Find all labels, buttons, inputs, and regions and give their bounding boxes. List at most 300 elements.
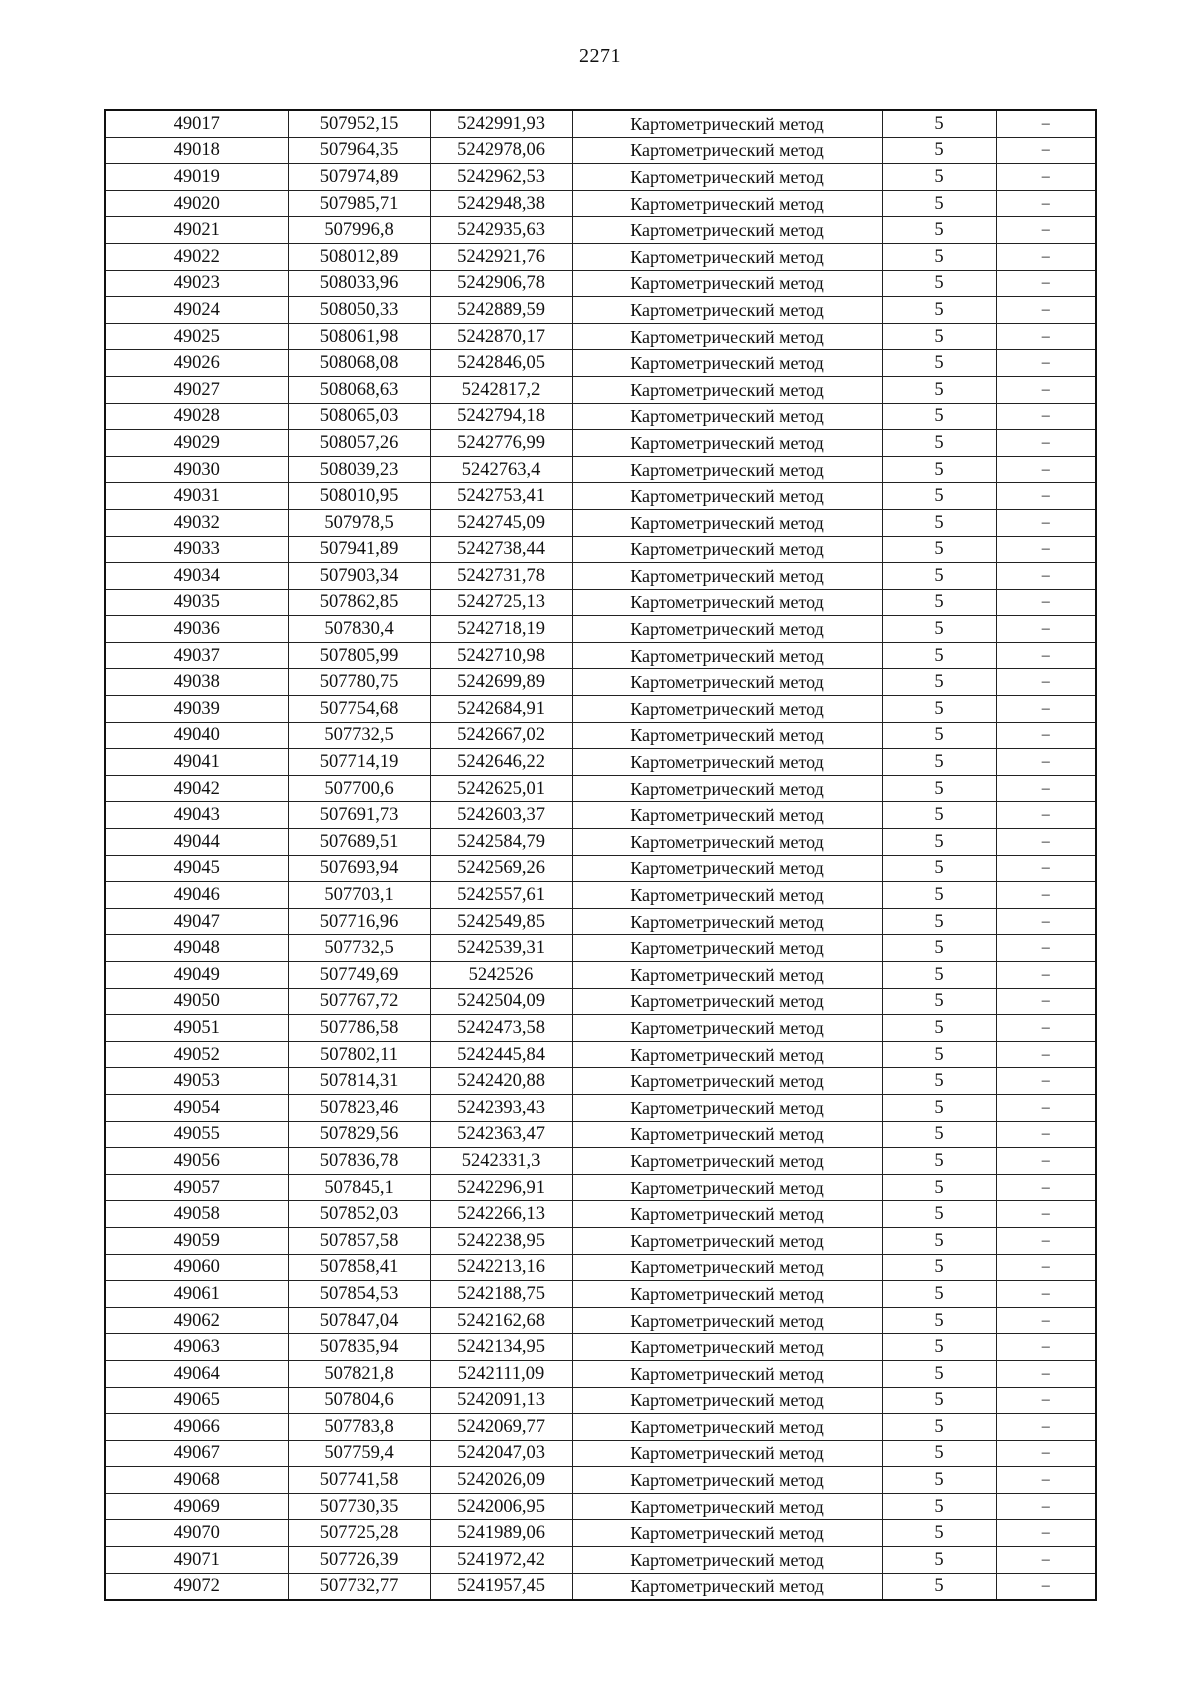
- y-coordinate-cell: 5242504,09: [430, 988, 572, 1015]
- y-coordinate-cell: 5242134,95: [430, 1334, 572, 1361]
- x-coordinate-cell: 507854,53: [288, 1281, 430, 1308]
- point-number-cell: 49021: [105, 217, 288, 244]
- point-number-cell: 49060: [105, 1254, 288, 1281]
- note-cell: –: [996, 110, 1096, 137]
- note-cell: –: [996, 1094, 1096, 1121]
- accuracy-cell: 5: [882, 1440, 996, 1467]
- table-row: [105, 430, 1096, 457]
- method-cell: Картометрический метод: [572, 483, 882, 510]
- accuracy-cell: 5: [882, 217, 996, 244]
- method-cell: Картометрический метод: [572, 1148, 882, 1175]
- point-number-cell: 49059: [105, 1227, 288, 1254]
- point-number-cell: 49069: [105, 1493, 288, 1520]
- method-cell: Картометрический метод: [572, 988, 882, 1015]
- accuracy-cell: 5: [882, 430, 996, 457]
- accuracy-cell: 5: [882, 1414, 996, 1441]
- y-coordinate-cell: 5242725,13: [430, 589, 572, 616]
- accuracy-cell: 5: [882, 589, 996, 616]
- table-row: [105, 1547, 1096, 1574]
- point-number-cell: 49049: [105, 962, 288, 989]
- note-cell: –: [996, 1467, 1096, 1494]
- table-row: [105, 1201, 1096, 1228]
- x-coordinate-cell: 507716,96: [288, 908, 430, 935]
- note-cell: –: [996, 589, 1096, 616]
- accuracy-cell: 5: [882, 1094, 996, 1121]
- accuracy-cell: 5: [882, 323, 996, 350]
- y-coordinate-cell: 5242296,91: [430, 1174, 572, 1201]
- method-cell: Картометрический метод: [572, 1068, 882, 1095]
- accuracy-cell: 5: [882, 908, 996, 935]
- note-cell: –: [996, 137, 1096, 164]
- x-coordinate-cell: 507857,58: [288, 1227, 430, 1254]
- table-row: [105, 1467, 1096, 1494]
- point-number-cell: 49017: [105, 110, 288, 137]
- method-cell: Картометрический метод: [572, 1121, 882, 1148]
- accuracy-cell: 5: [882, 536, 996, 563]
- table-body: [105, 110, 1096, 1600]
- y-coordinate-cell: 5242646,22: [430, 749, 572, 776]
- accuracy-cell: 5: [882, 1015, 996, 1042]
- x-coordinate-cell: 507767,72: [288, 988, 430, 1015]
- y-coordinate-cell: 5242889,59: [430, 297, 572, 324]
- y-coordinate-cell: 5242188,75: [430, 1281, 572, 1308]
- point-number-cell: 49043: [105, 802, 288, 829]
- y-coordinate-cell: 5241972,42: [430, 1547, 572, 1574]
- y-coordinate-cell: 5242557,61: [430, 882, 572, 909]
- method-cell: Картометрический метод: [572, 722, 882, 749]
- note-cell: –: [996, 1387, 1096, 1414]
- point-number-cell: 49067: [105, 1440, 288, 1467]
- y-coordinate-cell: 5242738,44: [430, 536, 572, 563]
- point-number-cell: 49055: [105, 1121, 288, 1148]
- accuracy-cell: 5: [882, 988, 996, 1015]
- accuracy-cell: 5: [882, 350, 996, 377]
- coordinates-table: [104, 109, 1097, 1601]
- accuracy-cell: 5: [882, 1068, 996, 1095]
- method-cell: Картометрический метод: [572, 243, 882, 270]
- method-cell: Картометрический метод: [572, 1174, 882, 1201]
- x-coordinate-cell: 507741,58: [288, 1467, 430, 1494]
- table-row: [105, 243, 1096, 270]
- x-coordinate-cell: 507847,04: [288, 1307, 430, 1334]
- y-coordinate-cell: 5242162,68: [430, 1307, 572, 1334]
- y-coordinate-cell: 5242091,13: [430, 1387, 572, 1414]
- x-coordinate-cell: 507952,15: [288, 110, 430, 137]
- point-number-cell: 49057: [105, 1174, 288, 1201]
- note-cell: –: [996, 829, 1096, 856]
- y-coordinate-cell: 5242667,02: [430, 722, 572, 749]
- x-coordinate-cell: 507814,31: [288, 1068, 430, 1095]
- table-row: [105, 749, 1096, 776]
- y-coordinate-cell: 5242935,63: [430, 217, 572, 244]
- y-coordinate-cell: 5242393,43: [430, 1094, 572, 1121]
- table-row: [105, 563, 1096, 590]
- note-cell: –: [996, 350, 1096, 377]
- method-cell: Картометрический метод: [572, 137, 882, 164]
- table-row: [105, 456, 1096, 483]
- table-row: [105, 270, 1096, 297]
- y-coordinate-cell: 5242006,95: [430, 1493, 572, 1520]
- table-row: [105, 164, 1096, 191]
- method-cell: Картометрический метод: [572, 935, 882, 962]
- point-number-cell: 49028: [105, 403, 288, 430]
- x-coordinate-cell: 507974,89: [288, 164, 430, 191]
- method-cell: Картометрический метод: [572, 669, 882, 696]
- x-coordinate-cell: 507804,6: [288, 1387, 430, 1414]
- note-cell: –: [996, 217, 1096, 244]
- x-coordinate-cell: 507726,39: [288, 1547, 430, 1574]
- note-cell: –: [996, 297, 1096, 324]
- accuracy-cell: 5: [882, 509, 996, 536]
- x-coordinate-cell: 507802,11: [288, 1041, 430, 1068]
- table-row: [105, 1068, 1096, 1095]
- point-number-cell: 49053: [105, 1068, 288, 1095]
- x-coordinate-cell: 507725,28: [288, 1520, 430, 1547]
- note-cell: –: [996, 616, 1096, 643]
- accuracy-cell: 5: [882, 1174, 996, 1201]
- x-coordinate-cell: 508050,33: [288, 297, 430, 324]
- point-number-cell: 49068: [105, 1467, 288, 1494]
- table-row: [105, 1254, 1096, 1281]
- method-cell: Картометрический метод: [572, 1015, 882, 1042]
- y-coordinate-cell: 5242763,4: [430, 456, 572, 483]
- note-cell: –: [996, 696, 1096, 723]
- accuracy-cell: 5: [882, 669, 996, 696]
- point-number-cell: 49026: [105, 350, 288, 377]
- table-row: [105, 988, 1096, 1015]
- accuracy-cell: 5: [882, 855, 996, 882]
- x-coordinate-cell: 507964,35: [288, 137, 430, 164]
- method-cell: Картометрический метод: [572, 1467, 882, 1494]
- table-row: [105, 1148, 1096, 1175]
- note-cell: –: [996, 243, 1096, 270]
- y-coordinate-cell: 5242978,06: [430, 137, 572, 164]
- x-coordinate-cell: 507805,99: [288, 642, 430, 669]
- accuracy-cell: 5: [882, 962, 996, 989]
- table-row: [105, 376, 1096, 403]
- method-cell: Картометрический метод: [572, 297, 882, 324]
- method-cell: Картометрический метод: [572, 829, 882, 856]
- y-coordinate-cell: 5242776,99: [430, 430, 572, 457]
- x-coordinate-cell: 507689,51: [288, 829, 430, 856]
- note-cell: –: [996, 1493, 1096, 1520]
- x-coordinate-cell: 508061,98: [288, 323, 430, 350]
- accuracy-cell: 5: [882, 1041, 996, 1068]
- table-row: [105, 1387, 1096, 1414]
- note-cell: –: [996, 509, 1096, 536]
- table-row: [105, 855, 1096, 882]
- accuracy-cell: 5: [882, 1493, 996, 1520]
- method-cell: Картометрический метод: [572, 1573, 882, 1600]
- accuracy-cell: 5: [882, 1281, 996, 1308]
- table-row: [105, 323, 1096, 350]
- note-cell: –: [996, 722, 1096, 749]
- y-coordinate-cell: 5242991,93: [430, 110, 572, 137]
- method-cell: Картометрический метод: [572, 1307, 882, 1334]
- method-cell: Картометрический метод: [572, 1281, 882, 1308]
- table-row: [105, 190, 1096, 217]
- table-row: [105, 802, 1096, 829]
- accuracy-cell: 5: [882, 297, 996, 324]
- note-cell: –: [996, 749, 1096, 776]
- method-cell: Картометрический метод: [572, 270, 882, 297]
- accuracy-cell: 5: [882, 722, 996, 749]
- note-cell: –: [996, 164, 1096, 191]
- accuracy-cell: 5: [882, 1520, 996, 1547]
- x-coordinate-cell: 507903,34: [288, 563, 430, 590]
- y-coordinate-cell: 5242539,31: [430, 935, 572, 962]
- point-number-cell: 49036: [105, 616, 288, 643]
- table-row: [105, 669, 1096, 696]
- point-number-cell: 49019: [105, 164, 288, 191]
- note-cell: –: [996, 882, 1096, 909]
- x-coordinate-cell: 508068,08: [288, 350, 430, 377]
- note-cell: –: [996, 1148, 1096, 1175]
- point-number-cell: 49039: [105, 696, 288, 723]
- y-coordinate-cell: 5241989,06: [430, 1520, 572, 1547]
- y-coordinate-cell: 5242710,98: [430, 642, 572, 669]
- point-number-cell: 49044: [105, 829, 288, 856]
- method-cell: Картометрический метод: [572, 616, 882, 643]
- x-coordinate-cell: 507845,1: [288, 1174, 430, 1201]
- y-coordinate-cell: 5242069,77: [430, 1414, 572, 1441]
- method-cell: Картометрический метод: [572, 563, 882, 590]
- method-cell: Картометрический метод: [572, 749, 882, 776]
- x-coordinate-cell: 507700,6: [288, 775, 430, 802]
- note-cell: –: [996, 775, 1096, 802]
- point-number-cell: 49027: [105, 376, 288, 403]
- point-number-cell: 49045: [105, 855, 288, 882]
- accuracy-cell: 5: [882, 1334, 996, 1361]
- note-cell: –: [996, 1440, 1096, 1467]
- point-number-cell: 49047: [105, 908, 288, 935]
- y-coordinate-cell: 5242473,58: [430, 1015, 572, 1042]
- note-cell: –: [996, 403, 1096, 430]
- accuracy-cell: 5: [882, 110, 996, 137]
- accuracy-cell: 5: [882, 882, 996, 909]
- point-number-cell: 49046: [105, 882, 288, 909]
- table-row: [105, 1094, 1096, 1121]
- x-coordinate-cell: 507693,94: [288, 855, 430, 882]
- table-row: [105, 908, 1096, 935]
- note-cell: –: [996, 190, 1096, 217]
- table-row: [105, 217, 1096, 244]
- y-coordinate-cell: 5242603,37: [430, 802, 572, 829]
- accuracy-cell: 5: [882, 935, 996, 962]
- y-coordinate-cell: 5242026,09: [430, 1467, 572, 1494]
- y-coordinate-cell: 5242699,89: [430, 669, 572, 696]
- table-row: [105, 1334, 1096, 1361]
- point-number-cell: 49051: [105, 1015, 288, 1042]
- table-row: [105, 1440, 1096, 1467]
- method-cell: Картометрический метод: [572, 1387, 882, 1414]
- y-coordinate-cell: 5241957,45: [430, 1573, 572, 1600]
- note-cell: –: [996, 1015, 1096, 1042]
- x-coordinate-cell: 507714,19: [288, 749, 430, 776]
- x-coordinate-cell: 507754,68: [288, 696, 430, 723]
- table-row: [105, 509, 1096, 536]
- y-coordinate-cell: 5242213,16: [430, 1254, 572, 1281]
- x-coordinate-cell: 507852,03: [288, 1201, 430, 1228]
- note-cell: –: [996, 1573, 1096, 1600]
- point-number-cell: 49025: [105, 323, 288, 350]
- note-cell: –: [996, 323, 1096, 350]
- point-number-cell: 49034: [105, 563, 288, 590]
- method-cell: Картометрический метод: [572, 1094, 882, 1121]
- accuracy-cell: 5: [882, 137, 996, 164]
- method-cell: Картометрический метод: [572, 1547, 882, 1574]
- point-number-cell: 49040: [105, 722, 288, 749]
- y-coordinate-cell: 5242420,88: [430, 1068, 572, 1095]
- accuracy-cell: 5: [882, 642, 996, 669]
- note-cell: –: [996, 1360, 1096, 1387]
- y-coordinate-cell: 5242363,47: [430, 1121, 572, 1148]
- accuracy-cell: 5: [882, 749, 996, 776]
- y-coordinate-cell: 5242921,76: [430, 243, 572, 270]
- point-number-cell: 49064: [105, 1360, 288, 1387]
- method-cell: Картометрический метод: [572, 775, 882, 802]
- method-cell: Картометрический метод: [572, 1440, 882, 1467]
- note-cell: –: [996, 988, 1096, 1015]
- note-cell: –: [996, 1281, 1096, 1308]
- point-number-cell: 49037: [105, 642, 288, 669]
- method-cell: Картометрический метод: [572, 802, 882, 829]
- point-number-cell: 49038: [105, 669, 288, 696]
- note-cell: –: [996, 270, 1096, 297]
- method-cell: Картометрический метод: [572, 164, 882, 191]
- x-coordinate-cell: 507732,5: [288, 722, 430, 749]
- accuracy-cell: 5: [882, 243, 996, 270]
- table-row: [105, 1015, 1096, 1042]
- method-cell: Картометрический метод: [572, 536, 882, 563]
- note-cell: –: [996, 483, 1096, 510]
- point-number-cell: 49050: [105, 988, 288, 1015]
- note-cell: –: [996, 962, 1096, 989]
- y-coordinate-cell: 5242625,01: [430, 775, 572, 802]
- method-cell: Картометрический метод: [572, 642, 882, 669]
- method-cell: Картометрический метод: [572, 1360, 882, 1387]
- x-coordinate-cell: 507759,4: [288, 1440, 430, 1467]
- table-row: [105, 1041, 1096, 1068]
- x-coordinate-cell: 507703,1: [288, 882, 430, 909]
- accuracy-cell: 5: [882, 1148, 996, 1175]
- method-cell: Картометрический метод: [572, 908, 882, 935]
- note-cell: –: [996, 935, 1096, 962]
- point-number-cell: 49048: [105, 935, 288, 962]
- table-row: [105, 1493, 1096, 1520]
- y-coordinate-cell: 5242962,53: [430, 164, 572, 191]
- accuracy-cell: 5: [882, 1387, 996, 1414]
- accuracy-cell: 5: [882, 1360, 996, 1387]
- accuracy-cell: 5: [882, 1121, 996, 1148]
- point-number-cell: 49072: [105, 1573, 288, 1600]
- accuracy-cell: 5: [882, 376, 996, 403]
- method-cell: Картометрический метод: [572, 696, 882, 723]
- note-cell: –: [996, 1254, 1096, 1281]
- note-cell: –: [996, 563, 1096, 590]
- y-coordinate-cell: 5242549,85: [430, 908, 572, 935]
- x-coordinate-cell: 508057,26: [288, 430, 430, 457]
- note-cell: –: [996, 642, 1096, 669]
- x-coordinate-cell: 507749,69: [288, 962, 430, 989]
- accuracy-cell: 5: [882, 775, 996, 802]
- note-cell: –: [996, 1121, 1096, 1148]
- table-row: [105, 1307, 1096, 1334]
- point-number-cell: 49066: [105, 1414, 288, 1441]
- table-row: [105, 722, 1096, 749]
- point-number-cell: 49035: [105, 589, 288, 616]
- note-cell: –: [996, 1334, 1096, 1361]
- note-cell: –: [996, 376, 1096, 403]
- x-coordinate-cell: 507783,8: [288, 1414, 430, 1441]
- point-number-cell: 49033: [105, 536, 288, 563]
- y-coordinate-cell: 5242569,26: [430, 855, 572, 882]
- point-number-cell: 49018: [105, 137, 288, 164]
- accuracy-cell: 5: [882, 616, 996, 643]
- note-cell: –: [996, 1414, 1096, 1441]
- x-coordinate-cell: 507858,41: [288, 1254, 430, 1281]
- point-number-cell: 49022: [105, 243, 288, 270]
- point-number-cell: 49056: [105, 1148, 288, 1175]
- table-row: [105, 403, 1096, 430]
- note-cell: –: [996, 1547, 1096, 1574]
- table-row: [105, 137, 1096, 164]
- method-cell: Картометрический метод: [572, 1254, 882, 1281]
- y-coordinate-cell: 5242948,38: [430, 190, 572, 217]
- method-cell: Картометрический метод: [572, 962, 882, 989]
- table-row: [105, 589, 1096, 616]
- note-cell: –: [996, 1201, 1096, 1228]
- point-number-cell: 49029: [105, 430, 288, 457]
- table-row: [105, 829, 1096, 856]
- table-row: [105, 1573, 1096, 1600]
- x-coordinate-cell: 508068,63: [288, 376, 430, 403]
- y-coordinate-cell: 5242906,78: [430, 270, 572, 297]
- accuracy-cell: 5: [882, 829, 996, 856]
- table-row: [105, 1121, 1096, 1148]
- x-coordinate-cell: 508010,95: [288, 483, 430, 510]
- note-cell: –: [996, 1174, 1096, 1201]
- x-coordinate-cell: 507691,73: [288, 802, 430, 829]
- x-coordinate-cell: 507732,77: [288, 1573, 430, 1600]
- accuracy-cell: 5: [882, 802, 996, 829]
- method-cell: Картометрический метод: [572, 403, 882, 430]
- y-coordinate-cell: 5242753,41: [430, 483, 572, 510]
- table-row: [105, 642, 1096, 669]
- table-row: [105, 1360, 1096, 1387]
- table-row: [105, 297, 1096, 324]
- method-cell: Картометрический метод: [572, 217, 882, 244]
- note-cell: –: [996, 1227, 1096, 1254]
- y-coordinate-cell: 5242445,84: [430, 1041, 572, 1068]
- y-coordinate-cell: 5242584,79: [430, 829, 572, 856]
- point-number-cell: 49062: [105, 1307, 288, 1334]
- y-coordinate-cell: 5242266,13: [430, 1201, 572, 1228]
- table-row: [105, 935, 1096, 962]
- method-cell: Картометрический метод: [572, 110, 882, 137]
- point-number-cell: 49041: [105, 749, 288, 776]
- table-row: [105, 1227, 1096, 1254]
- table-row: [105, 775, 1096, 802]
- y-coordinate-cell: 5242731,78: [430, 563, 572, 590]
- x-coordinate-cell: 507862,85: [288, 589, 430, 616]
- x-coordinate-cell: 507985,71: [288, 190, 430, 217]
- table-row: [105, 1520, 1096, 1547]
- point-number-cell: 49052: [105, 1041, 288, 1068]
- note-cell: –: [996, 1041, 1096, 1068]
- note-cell: –: [996, 669, 1096, 696]
- point-number-cell: 49058: [105, 1201, 288, 1228]
